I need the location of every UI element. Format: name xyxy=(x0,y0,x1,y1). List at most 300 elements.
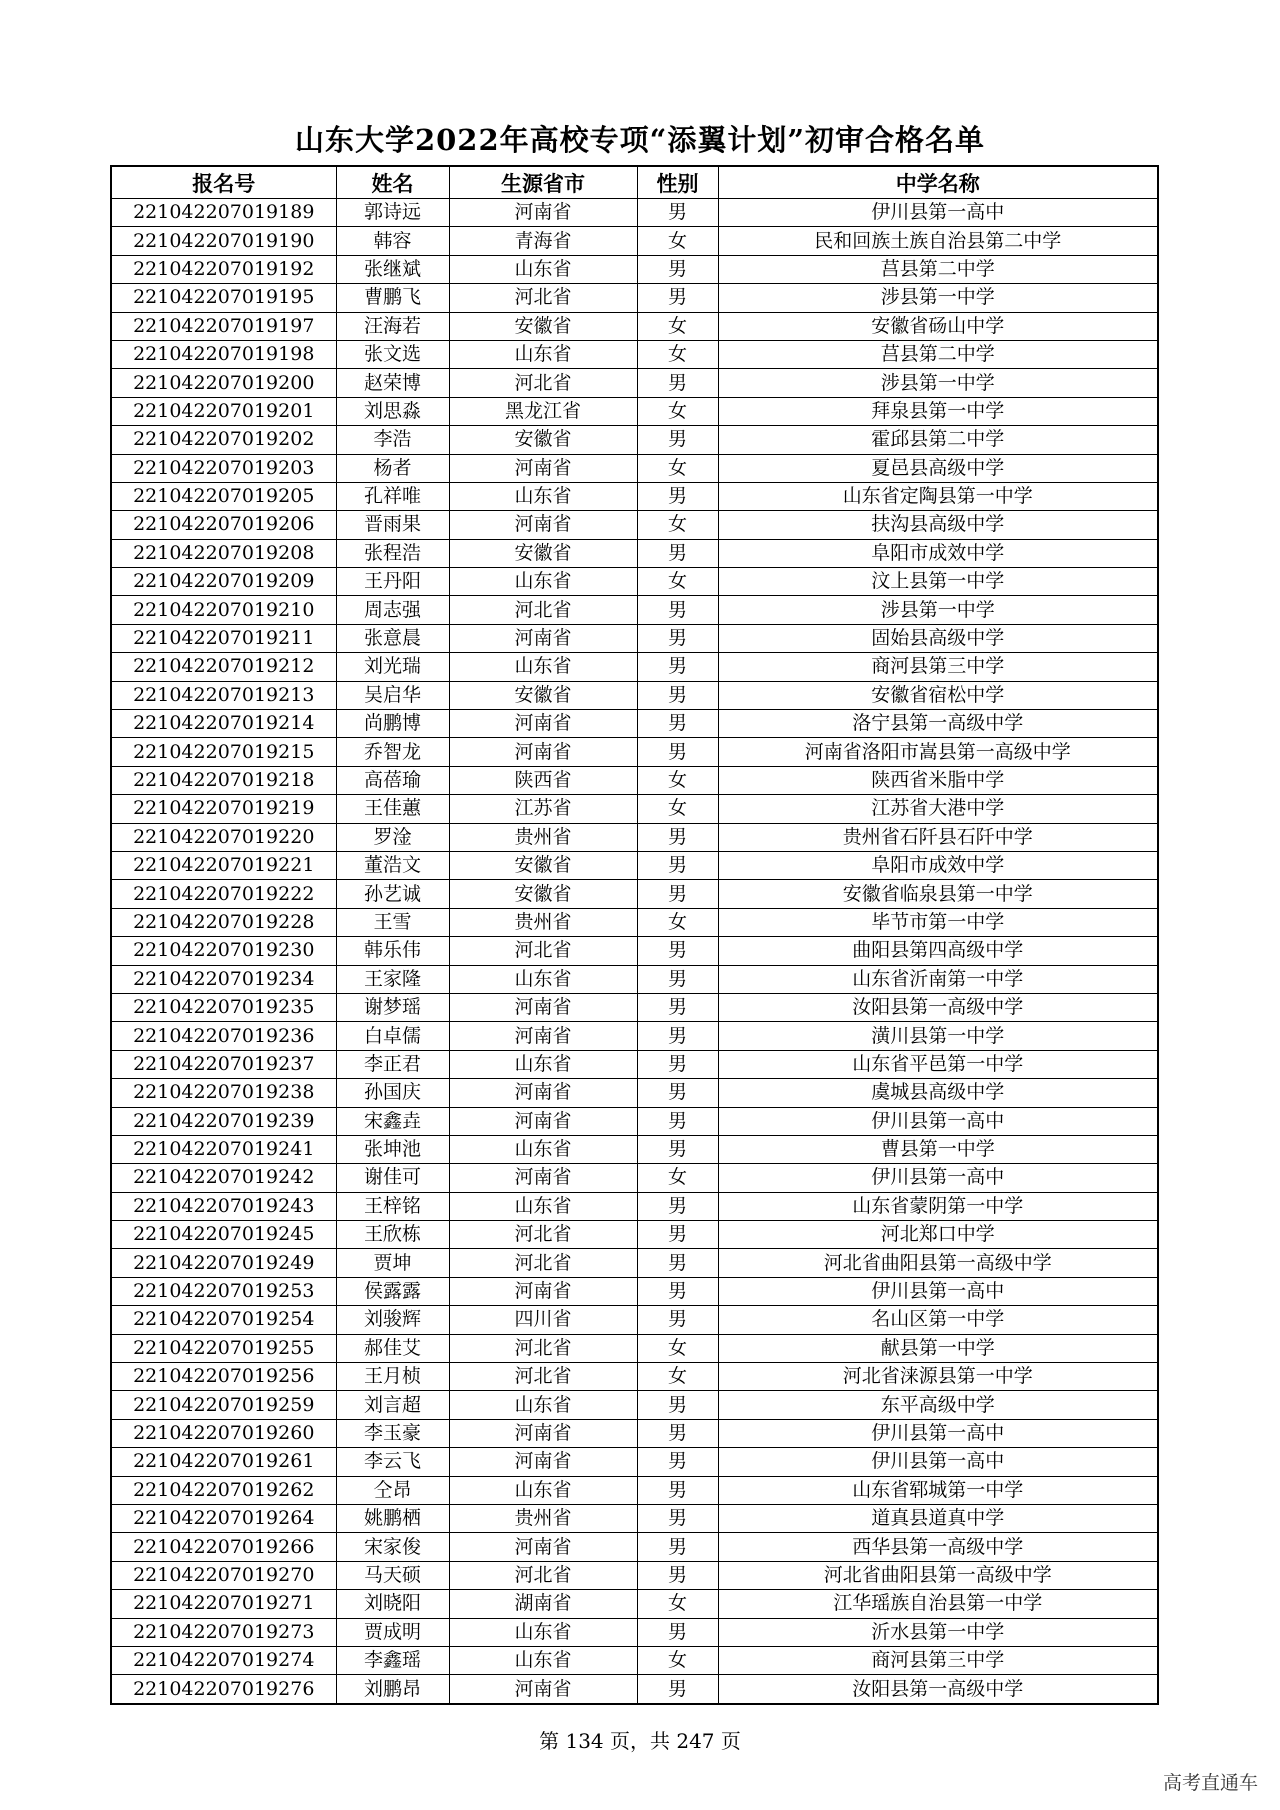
cell-school: 民和回族土族自治县第二中学 xyxy=(718,227,1158,255)
cell-school: 商河县第三中学 xyxy=(718,1646,1158,1674)
cell-school: 洛宁县第一高级中学 xyxy=(718,710,1158,738)
cell-province: 湖南省 xyxy=(449,1590,637,1618)
cell-province: 河南省 xyxy=(449,1022,637,1050)
table-row xyxy=(111,738,1158,766)
cell-registration-number: 221042207019236 xyxy=(111,1022,336,1050)
candidate-table xyxy=(110,165,1159,1705)
cell-gender: 男 xyxy=(637,1306,718,1334)
cell-province: 河南省 xyxy=(449,1419,637,1447)
cell-gender: 男 xyxy=(637,823,718,851)
cell-name: 郝佳艾 xyxy=(336,1334,449,1362)
cell-school: 伊川县第一高中 xyxy=(718,1419,1158,1447)
cell-name: 吴启华 xyxy=(336,681,449,709)
table-row xyxy=(111,1192,1158,1220)
cell-school: 伊川县第一高中 xyxy=(718,1164,1158,1192)
cell-name: 韩容 xyxy=(336,227,449,255)
cell-name: 杨者 xyxy=(336,454,449,482)
table-body xyxy=(111,199,1158,1704)
cell-registration-number: 221042207019271 xyxy=(111,1590,336,1618)
cell-school: 夏邑县高级中学 xyxy=(718,454,1158,482)
cell-gender: 女 xyxy=(637,312,718,340)
cell-name: 张文选 xyxy=(336,340,449,368)
cell-gender: 男 xyxy=(637,1561,718,1589)
cell-province: 河南省 xyxy=(449,993,637,1021)
cell-school: 阜阳市成效中学 xyxy=(718,539,1158,567)
cell-name: 孔祥唯 xyxy=(336,482,449,510)
document-title: 山东大学2022年高校专项“添翼计划”初审合格名单 xyxy=(294,123,986,157)
table-row xyxy=(111,965,1158,993)
cell-gender: 男 xyxy=(637,255,718,283)
cell-school: 莒县第二中学 xyxy=(718,255,1158,283)
cell-school: 江苏省大港中学 xyxy=(718,795,1158,823)
cell-registration-number: 221042207019255 xyxy=(111,1334,336,1362)
table-row xyxy=(111,227,1158,255)
cell-school: 江华瑶族自治县第一中学 xyxy=(718,1590,1158,1618)
cell-gender: 女 xyxy=(637,454,718,482)
table-row xyxy=(111,426,1158,454)
cell-school: 曹县第一中学 xyxy=(718,1135,1158,1163)
cell-name: 侯露露 xyxy=(336,1277,449,1305)
cell-name: 贾坤 xyxy=(336,1249,449,1277)
cell-school: 山东省平邑第一中学 xyxy=(718,1050,1158,1078)
table-row xyxy=(111,1504,1158,1532)
cell-registration-number: 221042207019211 xyxy=(111,624,336,652)
cell-school: 河南省洛阳市嵩县第一高级中学 xyxy=(718,738,1158,766)
cell-name: 乔智龙 xyxy=(336,738,449,766)
cell-registration-number: 221042207019195 xyxy=(111,284,336,312)
table-row xyxy=(111,1419,1158,1447)
cell-province: 山东省 xyxy=(449,1618,637,1646)
cell-name: 张程浩 xyxy=(336,539,449,567)
cell-registration-number: 221042207019260 xyxy=(111,1419,336,1447)
cell-name: 谢佳可 xyxy=(336,1164,449,1192)
cell-school: 西华县第一高级中学 xyxy=(718,1533,1158,1561)
cell-gender: 男 xyxy=(637,539,718,567)
cell-gender: 女 xyxy=(637,397,718,425)
cell-gender: 女 xyxy=(637,227,718,255)
cell-name: 刘言超 xyxy=(336,1391,449,1419)
cell-registration-number: 221042207019254 xyxy=(111,1306,336,1334)
table-row xyxy=(111,1022,1158,1050)
cell-gender: 女 xyxy=(637,1363,718,1391)
cell-name: 宋鑫垚 xyxy=(336,1107,449,1135)
cell-gender: 男 xyxy=(637,937,718,965)
cell-school: 曲阳县第四高级中学 xyxy=(718,937,1158,965)
table-row xyxy=(111,710,1158,738)
cell-registration-number: 221042207019245 xyxy=(111,1221,336,1249)
cell-province: 贵州省 xyxy=(449,908,637,936)
cell-province: 江苏省 xyxy=(449,795,637,823)
cell-gender: 女 xyxy=(637,1334,718,1362)
cell-school: 名山区第一中学 xyxy=(718,1306,1158,1334)
cell-name: 尚鹏博 xyxy=(336,710,449,738)
cell-gender: 男 xyxy=(637,1022,718,1050)
table-row xyxy=(111,369,1158,397)
cell-gender: 女 xyxy=(637,795,718,823)
cell-province: 山东省 xyxy=(449,568,637,596)
cell-name: 孙国庆 xyxy=(336,1079,449,1107)
table-row xyxy=(111,511,1158,539)
cell-registration-number: 221042207019189 xyxy=(111,199,336,227)
cell-gender: 男 xyxy=(637,965,718,993)
cell-name: 罗淦 xyxy=(336,823,449,851)
cell-province: 安徽省 xyxy=(449,426,637,454)
table-row xyxy=(111,312,1158,340)
table-row xyxy=(111,851,1158,879)
cell-gender: 男 xyxy=(637,1135,718,1163)
cell-registration-number: 221042207019239 xyxy=(111,1107,336,1135)
cell-name: 赵荣博 xyxy=(336,369,449,397)
table-row xyxy=(111,255,1158,283)
cell-province: 黑龙江省 xyxy=(449,397,637,425)
table-row xyxy=(111,1561,1158,1589)
cell-gender: 男 xyxy=(637,1221,718,1249)
cell-registration-number: 221042207019266 xyxy=(111,1533,336,1561)
cell-registration-number: 221042207019235 xyxy=(111,993,336,1021)
cell-gender: 男 xyxy=(637,738,718,766)
cell-school: 商河县第三中学 xyxy=(718,653,1158,681)
cell-province: 河南省 xyxy=(449,624,637,652)
cell-school: 献县第一中学 xyxy=(718,1334,1158,1362)
cell-registration-number: 221042207019243 xyxy=(111,1192,336,1220)
cell-school: 阜阳市成效中学 xyxy=(718,851,1158,879)
cell-school: 河北省涞源县第一中学 xyxy=(718,1363,1158,1391)
cell-school: 毕节市第一中学 xyxy=(718,908,1158,936)
cell-gender: 男 xyxy=(637,1249,718,1277)
cell-school: 伊川县第一高中 xyxy=(718,1277,1158,1305)
cell-province: 安徽省 xyxy=(449,312,637,340)
cell-province: 河南省 xyxy=(449,1164,637,1192)
cell-province: 安徽省 xyxy=(449,539,637,567)
table-row xyxy=(111,1675,1158,1704)
table-row xyxy=(111,482,1158,510)
table-row xyxy=(111,1448,1158,1476)
cell-school: 安徽省宿松中学 xyxy=(718,681,1158,709)
cell-province: 河南省 xyxy=(449,738,637,766)
cell-name: 晋雨果 xyxy=(336,511,449,539)
cell-school: 潢川县第一中学 xyxy=(718,1022,1158,1050)
cell-province: 安徽省 xyxy=(449,880,637,908)
cell-gender: 男 xyxy=(637,993,718,1021)
cell-school: 霍邱县第二中学 xyxy=(718,426,1158,454)
cell-registration-number: 221042207019242 xyxy=(111,1164,336,1192)
table-row xyxy=(111,681,1158,709)
cell-gender: 男 xyxy=(637,1419,718,1447)
cell-province: 山东省 xyxy=(449,1391,637,1419)
cell-gender: 女 xyxy=(637,766,718,794)
cell-gender: 女 xyxy=(637,1164,718,1192)
cell-province: 河北省 xyxy=(449,1334,637,1362)
table-row xyxy=(111,1533,1158,1561)
cell-registration-number: 221042207019190 xyxy=(111,227,336,255)
cell-gender: 男 xyxy=(637,596,718,624)
table-row xyxy=(111,1135,1158,1163)
cell-school: 扶沟县高级中学 xyxy=(718,511,1158,539)
cell-name: 王雪 xyxy=(336,908,449,936)
cell-registration-number: 221042207019200 xyxy=(111,369,336,397)
cell-registration-number: 221042207019210 xyxy=(111,596,336,624)
cell-gender: 男 xyxy=(637,1448,718,1476)
cell-registration-number: 221042207019238 xyxy=(111,1079,336,1107)
header-registration-number: 报名号 xyxy=(111,166,336,199)
table-row xyxy=(111,1391,1158,1419)
cell-name: 刘骏辉 xyxy=(336,1306,449,1334)
cell-registration-number: 221042207019237 xyxy=(111,1050,336,1078)
cell-registration-number: 221042207019214 xyxy=(111,710,336,738)
cell-school: 安徽省砀山中学 xyxy=(718,312,1158,340)
cell-registration-number: 221042207019276 xyxy=(111,1675,336,1704)
cell-name: 谢梦瑶 xyxy=(336,993,449,1021)
cell-name: 周志强 xyxy=(336,596,449,624)
cell-school: 东平高级中学 xyxy=(718,1391,1158,1419)
cell-gender: 男 xyxy=(637,426,718,454)
cell-province: 山东省 xyxy=(449,1646,637,1674)
cell-province: 河北省 xyxy=(449,1561,637,1589)
table-row xyxy=(111,568,1158,596)
table-row xyxy=(111,1363,1158,1391)
cell-name: 王梓铭 xyxy=(336,1192,449,1220)
header-gender: 性别 xyxy=(637,166,718,199)
table-row xyxy=(111,1221,1158,1249)
cell-school: 固始县高级中学 xyxy=(718,624,1158,652)
cell-name: 王月桢 xyxy=(336,1363,449,1391)
table-row xyxy=(111,1277,1158,1305)
cell-province: 河北省 xyxy=(449,1363,637,1391)
table-row xyxy=(111,993,1158,1021)
cell-school: 涉县第一中学 xyxy=(718,284,1158,312)
table-row xyxy=(111,199,1158,227)
cell-province: 河南省 xyxy=(449,1107,637,1135)
table-row xyxy=(111,1590,1158,1618)
cell-province: 山东省 xyxy=(449,965,637,993)
cell-school: 山东省沂南第一中学 xyxy=(718,965,1158,993)
cell-name: 白卓儒 xyxy=(336,1022,449,1050)
cell-province: 河南省 xyxy=(449,710,637,738)
cell-registration-number: 221042207019208 xyxy=(111,539,336,567)
cell-name: 宋家俊 xyxy=(336,1533,449,1561)
cell-registration-number: 221042207019273 xyxy=(111,1618,336,1646)
cell-school: 伊川县第一高中 xyxy=(718,1107,1158,1135)
cell-registration-number: 221042207019192 xyxy=(111,255,336,283)
cell-province: 河南省 xyxy=(449,511,637,539)
cell-name: 刘晓阳 xyxy=(336,1590,449,1618)
cell-name: 李玉豪 xyxy=(336,1419,449,1447)
cell-province: 山东省 xyxy=(449,1192,637,1220)
cell-school: 山东省郓城第一中学 xyxy=(718,1476,1158,1504)
table-row xyxy=(111,795,1158,823)
cell-province: 山东省 xyxy=(449,1050,637,1078)
cell-gender: 男 xyxy=(637,1079,718,1107)
cell-registration-number: 221042207019234 xyxy=(111,965,336,993)
cell-province: 贵州省 xyxy=(449,1504,637,1532)
cell-registration-number: 221042207019215 xyxy=(111,738,336,766)
cell-province: 山东省 xyxy=(449,1476,637,1504)
cell-registration-number: 221042207019206 xyxy=(111,511,336,539)
table-row xyxy=(111,1334,1158,1362)
cell-name: 韩乐伟 xyxy=(336,937,449,965)
cell-registration-number: 221042207019259 xyxy=(111,1391,336,1419)
cell-gender: 男 xyxy=(637,284,718,312)
table-row xyxy=(111,1618,1158,1646)
cell-province: 河南省 xyxy=(449,1675,637,1704)
table-row xyxy=(111,624,1158,652)
table-header-row xyxy=(111,166,1158,199)
cell-name: 刘光瑞 xyxy=(336,653,449,681)
cell-registration-number: 221042207019221 xyxy=(111,851,336,879)
cell-province: 安徽省 xyxy=(449,681,637,709)
table-row xyxy=(111,284,1158,312)
cell-name: 孙艺诚 xyxy=(336,880,449,908)
cell-registration-number: 221042207019213 xyxy=(111,681,336,709)
cell-registration-number: 221042207019261 xyxy=(111,1448,336,1476)
cell-name: 王丹阳 xyxy=(336,568,449,596)
cell-gender: 男 xyxy=(637,1391,718,1419)
cell-registration-number: 221042207019220 xyxy=(111,823,336,851)
cell-name: 仝昂 xyxy=(336,1476,449,1504)
cell-registration-number: 221042207019222 xyxy=(111,880,336,908)
cell-gender: 女 xyxy=(637,1590,718,1618)
table-row xyxy=(111,1249,1158,1277)
header-province: 生源省市 xyxy=(449,166,637,199)
page-number: 第 134 页，共 247 页 xyxy=(539,1729,741,1753)
cell-gender: 男 xyxy=(637,1618,718,1646)
table-row xyxy=(111,539,1158,567)
table-row xyxy=(111,1050,1158,1078)
header-school: 中学名称 xyxy=(718,166,1158,199)
cell-registration-number: 221042207019230 xyxy=(111,937,336,965)
cell-registration-number: 221042207019219 xyxy=(111,795,336,823)
cell-school: 陕西省米脂中学 xyxy=(718,766,1158,794)
cell-gender: 女 xyxy=(637,568,718,596)
cell-name: 李正君 xyxy=(336,1050,449,1078)
cell-school: 伊川县第一高中 xyxy=(718,1448,1158,1476)
cell-name: 王欣栋 xyxy=(336,1221,449,1249)
cell-gender: 男 xyxy=(637,681,718,709)
cell-registration-number: 221042207019218 xyxy=(111,766,336,794)
cell-school: 汶上县第一中学 xyxy=(718,568,1158,596)
cell-name: 高蓓瑜 xyxy=(336,766,449,794)
cell-registration-number: 221042207019228 xyxy=(111,908,336,936)
cell-registration-number: 221042207019212 xyxy=(111,653,336,681)
table-row xyxy=(111,823,1158,851)
cell-registration-number: 221042207019197 xyxy=(111,312,336,340)
cell-province: 河北省 xyxy=(449,1221,637,1249)
cell-school: 山东省定陶县第一中学 xyxy=(718,482,1158,510)
cell-registration-number: 221042207019205 xyxy=(111,482,336,510)
cell-registration-number: 221042207019209 xyxy=(111,568,336,596)
table-row xyxy=(111,880,1158,908)
cell-registration-number: 221042207019241 xyxy=(111,1135,336,1163)
cell-name: 张继斌 xyxy=(336,255,449,283)
cell-school: 安徽省临泉县第一中学 xyxy=(718,880,1158,908)
cell-gender: 男 xyxy=(637,653,718,681)
cell-gender: 男 xyxy=(637,199,718,227)
table-row xyxy=(111,908,1158,936)
cell-gender: 男 xyxy=(637,880,718,908)
cell-gender: 男 xyxy=(637,1533,718,1561)
cell-province: 河北省 xyxy=(449,369,637,397)
cell-name: 姚鹏栖 xyxy=(336,1504,449,1532)
table-row xyxy=(111,1476,1158,1504)
cell-name: 贾成明 xyxy=(336,1618,449,1646)
cell-gender: 男 xyxy=(637,710,718,738)
cell-gender: 男 xyxy=(637,1107,718,1135)
cell-registration-number: 221042207019253 xyxy=(111,1277,336,1305)
cell-school: 汝阳县第一高级中学 xyxy=(718,993,1158,1021)
cell-school: 汝阳县第一高级中学 xyxy=(718,1675,1158,1704)
cell-province: 河南省 xyxy=(449,1533,637,1561)
cell-school: 河北省曲阳县第一高级中学 xyxy=(718,1561,1158,1589)
cell-gender: 女 xyxy=(637,1646,718,1674)
cell-gender: 男 xyxy=(637,369,718,397)
cell-name: 李鑫瑶 xyxy=(336,1646,449,1674)
table-row xyxy=(111,1306,1158,1334)
table-row xyxy=(111,340,1158,368)
cell-school: 河北郑口中学 xyxy=(718,1221,1158,1249)
cell-gender: 男 xyxy=(637,482,718,510)
cell-gender: 女 xyxy=(637,511,718,539)
cell-name: 张坤池 xyxy=(336,1135,449,1163)
cell-name: 李浩 xyxy=(336,426,449,454)
cell-province: 河南省 xyxy=(449,1079,637,1107)
cell-province: 河南省 xyxy=(449,1448,637,1476)
cell-name: 汪海若 xyxy=(336,312,449,340)
table-row xyxy=(111,766,1158,794)
table-row xyxy=(111,1107,1158,1135)
cell-school: 涉县第一中学 xyxy=(718,596,1158,624)
cell-name: 王家隆 xyxy=(336,965,449,993)
table-row xyxy=(111,1079,1158,1107)
table-row xyxy=(111,596,1158,624)
cell-province: 安徽省 xyxy=(449,851,637,879)
cell-gender: 男 xyxy=(637,1504,718,1532)
cell-school: 河北省曲阳县第一高级中学 xyxy=(718,1249,1158,1277)
cell-province: 河南省 xyxy=(449,1277,637,1305)
cell-school: 伊川县第一高中 xyxy=(718,199,1158,227)
table-row xyxy=(111,653,1158,681)
cell-gender: 男 xyxy=(637,624,718,652)
cell-province: 河南省 xyxy=(449,199,637,227)
cell-gender: 男 xyxy=(637,1277,718,1305)
cell-province: 陕西省 xyxy=(449,766,637,794)
cell-name: 董浩文 xyxy=(336,851,449,879)
cell-name: 王佳蕙 xyxy=(336,795,449,823)
table-row xyxy=(111,1164,1158,1192)
cell-province: 山东省 xyxy=(449,653,637,681)
cell-name: 张意晨 xyxy=(336,624,449,652)
cell-school: 拜泉县第一中学 xyxy=(718,397,1158,425)
table-row xyxy=(111,454,1158,482)
cell-gender: 女 xyxy=(637,908,718,936)
cell-registration-number: 221042207019203 xyxy=(111,454,336,482)
cell-registration-number: 221042207019249 xyxy=(111,1249,336,1277)
cell-name: 马天硕 xyxy=(336,1561,449,1589)
cell-name: 刘鹏昂 xyxy=(336,1675,449,1704)
cell-school: 沂水县第一中学 xyxy=(718,1618,1158,1646)
cell-province: 山东省 xyxy=(449,1135,637,1163)
cell-province: 四川省 xyxy=(449,1306,637,1334)
cell-registration-number: 221042207019202 xyxy=(111,426,336,454)
cell-gender: 男 xyxy=(637,1476,718,1504)
table-row xyxy=(111,397,1158,425)
table-row xyxy=(111,1646,1158,1674)
cell-province: 贵州省 xyxy=(449,823,637,851)
cell-registration-number: 221042207019270 xyxy=(111,1561,336,1589)
watermark-text: 高考直通车 xyxy=(1162,1772,1258,1794)
cell-name: 曹鹏飞 xyxy=(336,284,449,312)
cell-province: 河北省 xyxy=(449,1249,637,1277)
cell-school: 山东省蒙阴第一中学 xyxy=(718,1192,1158,1220)
